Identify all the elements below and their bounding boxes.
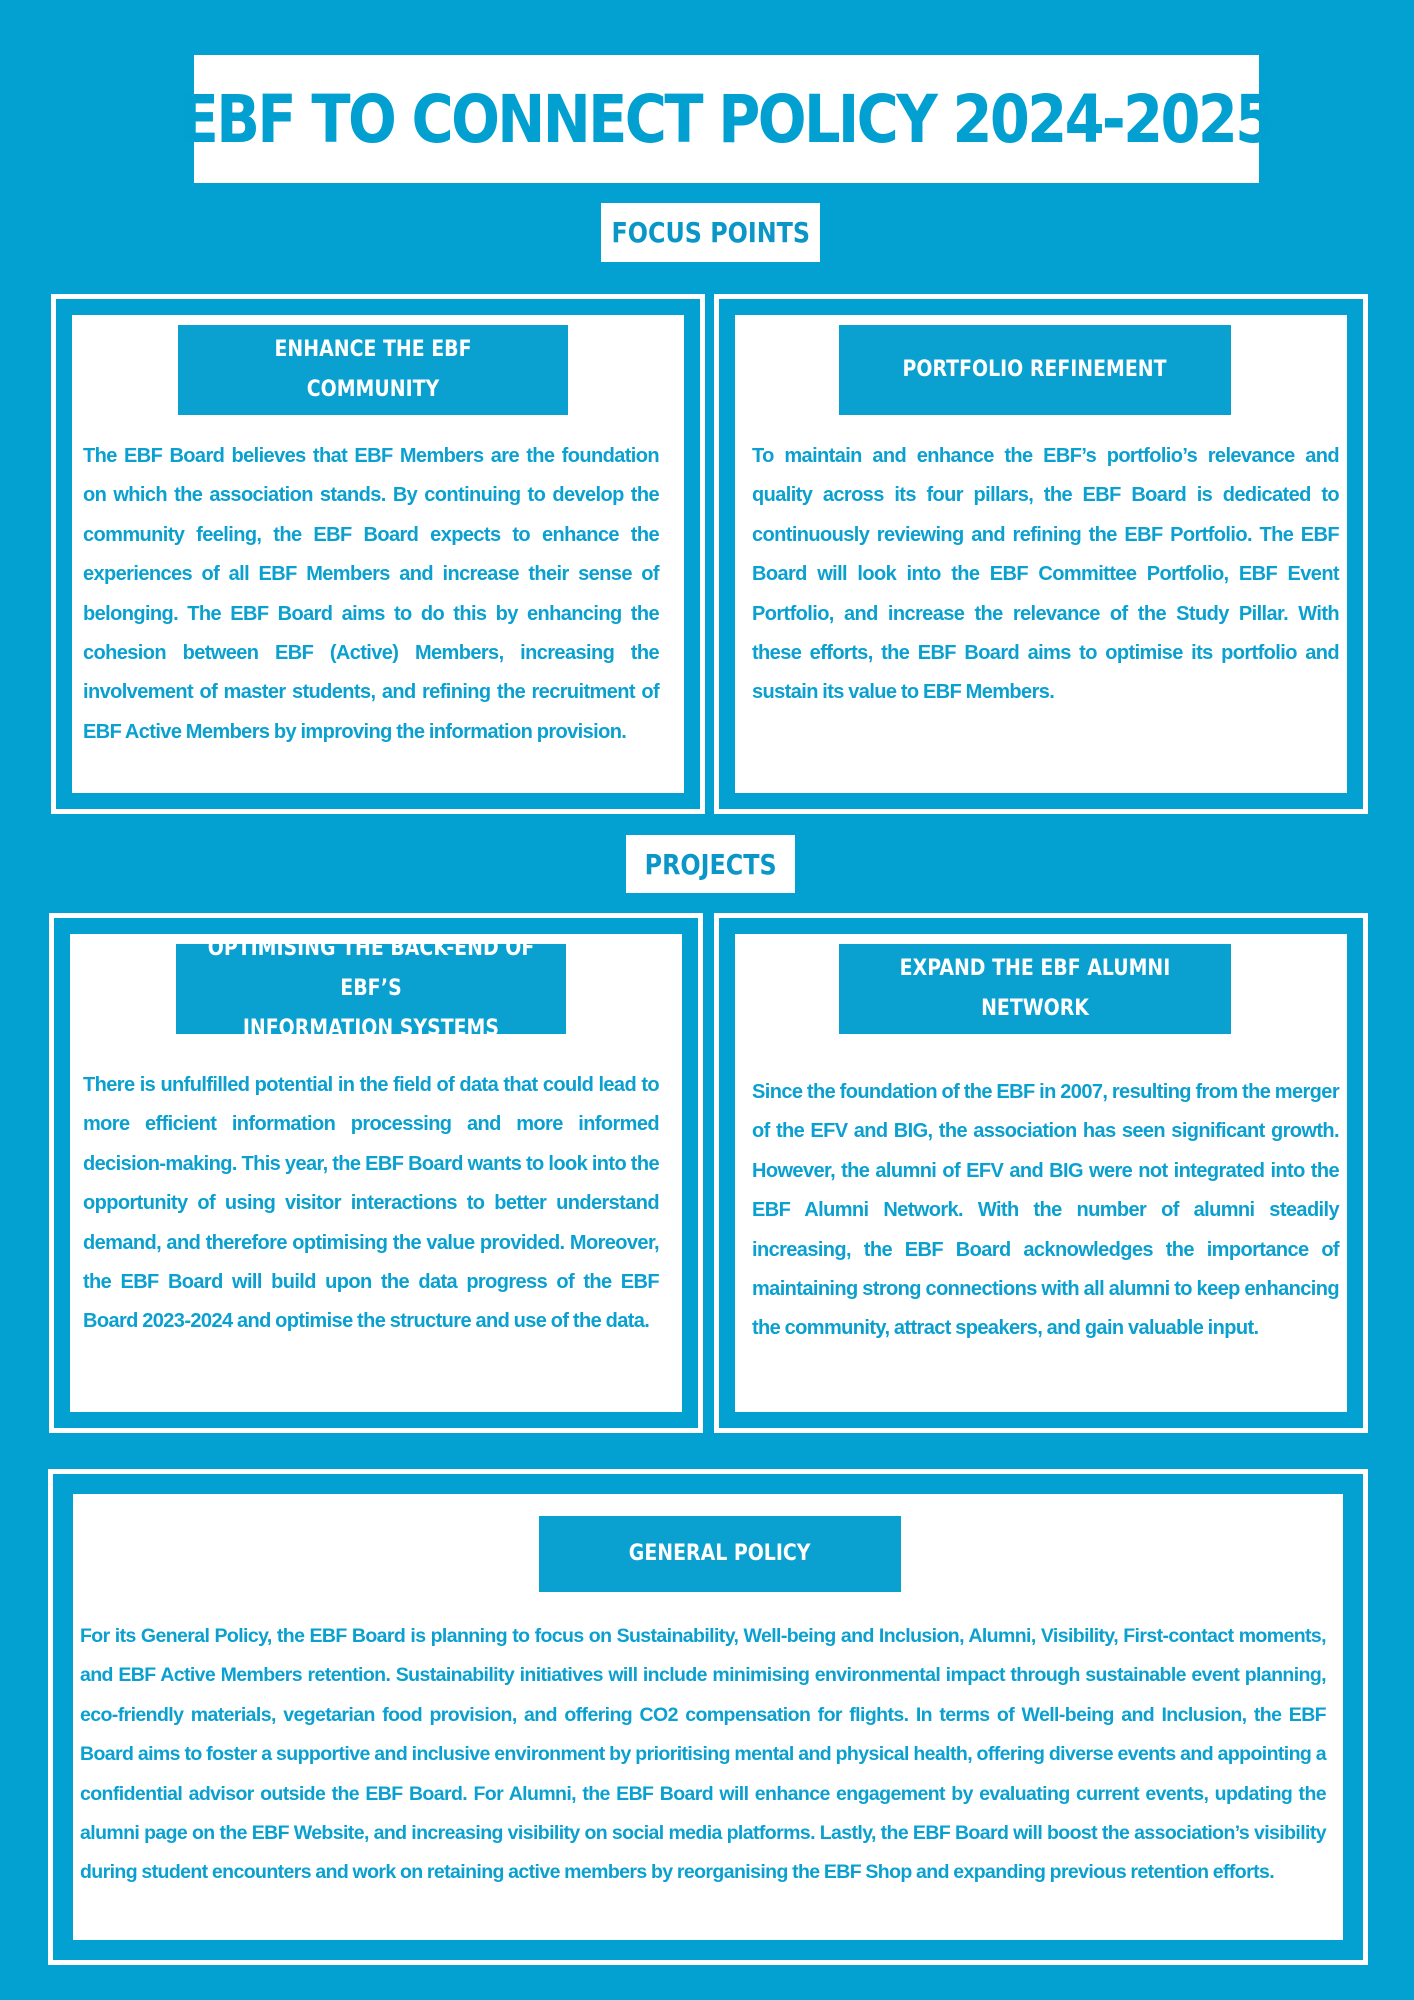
focus-point-body-portfolio: To maintain and enhance the EBF’s portfolio’s relevance and quality across its four pillars, the EBF Board is dedicated to continuously reviewing and refining the EBF Portfolio. The EBF Board will look into the EBF Committee Portfolio, EBF Event Portfolio, and increase the relevance of the Study Pillar. With these efforts, the EBF Board aims to optimise its portfolio and sustain its value to EBF Members. — [752, 445, 1339, 704]
page-title: EBF TO CONNECT POLICY 2024-2025 — [180, 80, 1273, 158]
project-card-info-systems-inner — [70, 934, 682, 1412]
focus-point-card-portfolio-inner — [735, 315, 1347, 793]
focus-point-body-community: The EBF Board believes that EBF Members are the foundation on which the association stands. By continuing to develop the community feeling, the EBF Board expects to enhance the experiences of all EBF Members and increase their sense of belonging. The EBF Board aims to do this by enhancing the cohesion between EBF (Active) Members, increasing the involvement of master students, and refining the recruitment of EBF Active Members by improving the information provision. — [83, 445, 659, 743]
project-heading-info-systems: OPTIMISING THE BACK-END OF EBF’S INFORMATION SYSTEMS — [176, 944, 566, 1034]
title-banner — [180, 55, 1273, 183]
project-heading-alumni-network: EXPAND THE EBF ALUMNI NETWORK — [839, 944, 1231, 1034]
project-card-alumni-network — [714, 913, 1368, 1433]
projects-label-text: PROJECTS — [644, 847, 777, 881]
general-policy-body: For its General Policy, the EBF Board is planning to focus on Sustainability, Well-being and Inclusion, Alumni, Visibility, First-contact moments, and EBF Active Members retention. Sustainability initiatives will include minimising environmental impact through sustainable event planning, eco-friendly materials, vegetarian food provision, and offering CO2 compensation for flights. In terms of Well-being and Inclusion, the EBF Board aims to foster a supportive and inclusive environment by prioritising mental and physical health, offering diverse events and appointing a confidential advisor outside the EBF Board. For Alumni, the EBF Board will enhance engagement by evaluating current events, updating the alumni page on the EBF Website, and increasing visibility on social media platforms. Lastly, the EBF Board will boost the association’s visibility during student encounters and work on retaining active members by reorganising the EBF Shop and expanding previous retention efforts. — [80, 1625, 1326, 1884]
focus-point-card-community-inner — [72, 315, 684, 793]
general-policy-card — [48, 1469, 1368, 1965]
focus-points-label-text: FOCUS POINTS — [611, 216, 810, 249]
focus-points-label — [601, 203, 820, 262]
project-card-alumni-network-inner — [735, 934, 1347, 1412]
general-policy-heading: GENERAL POLICY — [539, 1516, 901, 1592]
projects-label — [626, 835, 795, 893]
focus-point-card-community — [51, 294, 705, 814]
focus-point-heading-portfolio: PORTFOLIO REFINEMENT — [839, 325, 1231, 415]
general-policy-card-inner — [73, 1494, 1343, 1940]
focus-point-card-portfolio — [714, 294, 1368, 814]
project-body-info-systems: There is unfulfilled potential in the field of data that could lead to more efficient information processing and more informed decision-making. This year, the EBF Board wants to look into the opportunity of using visitor interactions to better understand demand, and therefore optimising the value provided. Moreover, the EBF Board will build upon the data progress of the EBF Board 2023-2024 and optimise the structure and use of the data. — [83, 1074, 659, 1333]
focus-point-heading-community: ENHANCE THE EBF COMMUNITY — [178, 325, 568, 415]
project-card-info-systems — [49, 913, 703, 1433]
project-body-alumni-network: Since the foundation of the EBF in 2007, resulting from the merger of the EFV and BIG, the association has seen significant growth. However, the alumni of EFV and BIG were not integrated into the EBF Alumni Network. With the number of alumni steadily increasing, the EBF Board acknowledges the importance of maintaining strong connections with all alumni to keep enhancing the community, attract speakers, and gain valuable input. — [752, 1081, 1339, 1340]
